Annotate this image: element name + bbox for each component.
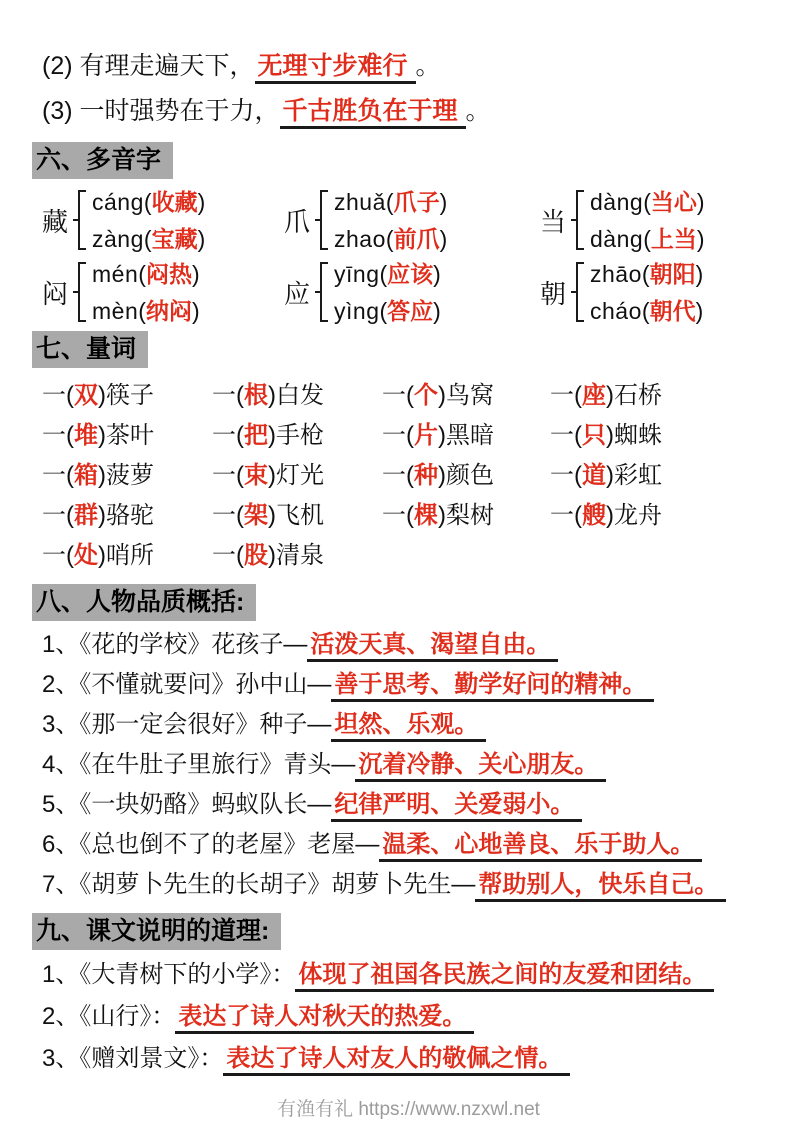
paren-open: ( [138, 297, 146, 324]
measure-word-item [550, 456, 775, 496]
pinyin: mèn [92, 297, 139, 324]
paren-close: ) [695, 297, 704, 324]
paren-open: ( [66, 382, 74, 409]
example-word: 爪子 [393, 188, 440, 215]
proverb-black-prefix: (2) 有理走遍天下， [42, 52, 255, 80]
noun: 蜘蛛 [614, 422, 662, 449]
pinyin: dàng [590, 188, 644, 215]
measure-word: 个 [414, 382, 438, 409]
paren-close: ) [439, 225, 448, 252]
polyphone-char: 朝 [540, 278, 567, 309]
paren-close: ) [98, 422, 106, 449]
paren-close: ) [268, 382, 276, 409]
paren-close: ) [268, 462, 276, 489]
measure-word-item [212, 456, 382, 496]
noun: 哨所 [106, 542, 154, 569]
example-word: 朝阳 [649, 260, 696, 287]
measure-word-item [212, 376, 382, 416]
character-traits-list [42, 625, 775, 905]
paren-close: ) [98, 542, 106, 569]
example-word: 闷热 [145, 260, 192, 287]
paren-open: ( [406, 382, 414, 409]
polyphone-grid [42, 189, 775, 323]
noun: 灯光 [276, 462, 324, 489]
one-prefix: 一 [42, 422, 66, 449]
noun: 龙舟 [614, 502, 662, 529]
paren-close: ) [606, 462, 614, 489]
brace-icon [73, 189, 87, 251]
noun: 白发 [276, 382, 324, 409]
trait-item [42, 705, 775, 745]
measure-word-item [550, 376, 775, 416]
polyphone-reading [590, 262, 703, 286]
paren-close: ) [695, 260, 704, 287]
example-word: 应该 [387, 260, 434, 287]
one-prefix: 一 [382, 422, 406, 449]
polyphone-reading [590, 227, 705, 251]
one-prefix: 一 [42, 502, 66, 529]
measure-word-item [212, 416, 382, 456]
trait-source: 6、《总也倒不了的老屋》老屋— [42, 831, 380, 858]
paren-close: ) [191, 297, 200, 324]
paren-open: ( [66, 462, 74, 489]
trait-answer: 纪律严明、关爱弱小。 [331, 791, 582, 822]
paren-open: ( [236, 542, 244, 569]
polyphone-reading [92, 227, 205, 251]
one-prefix: 一 [550, 422, 574, 449]
paren-close: ) [197, 188, 206, 215]
noun: 清泉 [276, 542, 324, 569]
paren-close: ) [696, 225, 705, 252]
paren-close: ) [606, 422, 614, 449]
measure-word-item [550, 416, 775, 456]
noun: 黑暗 [446, 422, 494, 449]
trait-item [42, 785, 775, 825]
paren-close: ) [197, 225, 206, 252]
brace-icon [571, 189, 585, 251]
lesson-answer: 体现了祖国各民族之间的友爱和团结。 [295, 961, 714, 992]
paren-close: ) [98, 382, 106, 409]
example-word: 前爪 [393, 225, 440, 252]
measure-word: 处 [74, 542, 98, 569]
example-word: 朝代 [649, 297, 696, 324]
measure-word-item [382, 456, 550, 496]
noun: 石桥 [614, 382, 662, 409]
brace-icon [315, 189, 329, 251]
measure-word-item [42, 376, 212, 416]
measure-word: 群 [74, 502, 98, 529]
paren-open: ( [143, 225, 152, 252]
polyphone-entry [42, 261, 284, 323]
trait-source: 3、《那一定会很好》种子— [42, 711, 332, 738]
brace-icon [73, 261, 87, 323]
pinyin: yìng [334, 297, 380, 324]
section-heading-text-lessons: 九、课文说明的道理: [32, 913, 281, 950]
trait-answer: 沉着冷静、关心朋友。 [355, 751, 606, 782]
one-prefix: 一 [212, 542, 236, 569]
paren-open: ( [138, 260, 146, 287]
trait-source: 4、《在牛肚子里旅行》青头— [42, 751, 356, 778]
pinyin: dàng [590, 225, 644, 252]
measure-word: 种 [414, 462, 438, 489]
paren-close: ) [268, 502, 276, 529]
section-heading-measure-words: 七、量词 [32, 331, 148, 368]
pinyin: cháo [590, 297, 642, 324]
measure-word-item [550, 496, 775, 536]
polyphone-reading [92, 190, 205, 214]
one-prefix: 一 [382, 462, 406, 489]
paren-open: ( [574, 502, 582, 529]
lesson-source: 2、《山行》： [42, 1003, 176, 1030]
paren-open: ( [236, 382, 244, 409]
proverb-line-2 [42, 44, 775, 89]
polyphone-reading [590, 190, 705, 214]
brace-icon [315, 261, 329, 323]
trait-source: 1、《花的学校》花孩子— [42, 631, 308, 658]
paren-close: ) [606, 502, 614, 529]
paren-open: ( [406, 422, 414, 449]
noun: 彩虹 [614, 462, 662, 489]
noun: 鸟窝 [446, 382, 494, 409]
measure-word: 艘 [582, 502, 606, 529]
pinyin: zhao [334, 225, 386, 252]
polyphone-char: 爪 [284, 206, 311, 237]
polyphone-readings [590, 190, 705, 251]
one-prefix: 一 [550, 462, 574, 489]
polyphone-char: 当 [540, 206, 567, 237]
paren-open: ( [641, 260, 650, 287]
trait-item [42, 865, 775, 905]
noun: 菠萝 [106, 462, 154, 489]
proverb-line-3 [42, 89, 775, 134]
lesson-item [42, 1038, 775, 1080]
lesson-answer: 表达了诗人对友人的敬佩之情。 [223, 1045, 570, 1076]
trait-source: 5、《一块奶酪》蚂蚁队长— [42, 791, 332, 818]
paren-close: ) [439, 188, 448, 215]
brace-icon [571, 261, 585, 323]
polyphone-entry [284, 261, 540, 323]
polyphone-readings [334, 262, 441, 323]
paren-close: ) [696, 188, 705, 215]
pinyin: zàng [92, 225, 144, 252]
trait-item [42, 625, 775, 665]
measure-word: 架 [244, 502, 268, 529]
pinyin: yīng [334, 260, 380, 287]
measure-word: 双 [74, 382, 98, 409]
paren-open: ( [643, 188, 651, 215]
paren-open: ( [643, 225, 651, 252]
noun: 飞机 [276, 502, 324, 529]
paren-open: ( [236, 422, 244, 449]
paren-open: ( [574, 462, 582, 489]
paren-close: ) [438, 462, 446, 489]
trait-answer: 温柔、心地善良、乐于助人。 [379, 831, 702, 862]
polyphone-reading [590, 299, 703, 323]
one-prefix: 一 [212, 462, 236, 489]
trait-item [42, 665, 775, 705]
measure-word-item [212, 496, 382, 536]
one-prefix: 一 [42, 462, 66, 489]
one-prefix: 一 [550, 382, 574, 409]
example-word: 答应 [387, 297, 434, 324]
polyphone-readings [92, 262, 200, 323]
measure-word: 把 [244, 422, 268, 449]
measure-word-item [382, 496, 550, 536]
paren-close: ) [268, 542, 276, 569]
paren-close: ) [191, 260, 200, 287]
section-heading-character-traits: 八、人物品质概括: [32, 584, 256, 621]
polyphone-reading [92, 262, 200, 286]
measure-word-item [42, 416, 212, 456]
paren-open: ( [385, 225, 394, 252]
polyphone-reading [334, 262, 441, 286]
polyphone-readings [334, 190, 447, 251]
measure-word-item [382, 376, 550, 416]
polyphone-entry [540, 189, 775, 251]
example-word: 上当 [650, 225, 697, 252]
measure-word-item [382, 416, 550, 456]
paren-open: ( [574, 422, 582, 449]
measure-word: 道 [582, 462, 606, 489]
one-prefix: 一 [212, 502, 236, 529]
paren-close: ) [438, 422, 446, 449]
paren-close: ) [98, 502, 106, 529]
paren-close: ) [438, 382, 446, 409]
pinyin: cáng [92, 188, 144, 215]
paren-close: ) [438, 502, 446, 529]
measure-word: 束 [244, 462, 268, 489]
example-word: 宝藏 [151, 225, 198, 252]
text-lessons-list [42, 954, 775, 1080]
one-prefix: 一 [212, 422, 236, 449]
one-prefix: 一 [42, 382, 66, 409]
example-word: 纳闷 [145, 297, 192, 324]
measure-word: 只 [582, 422, 606, 449]
trait-answer: 坦然、乐观。 [331, 711, 486, 742]
paren-close: ) [606, 382, 614, 409]
measure-word: 座 [582, 382, 606, 409]
proverb-black-suffix: 。 [415, 52, 441, 80]
paren-open: ( [574, 382, 582, 409]
paren-open: ( [406, 462, 414, 489]
noun: 梨树 [446, 502, 494, 529]
measure-word-grid [42, 376, 775, 576]
lesson-source: 3、《赠刘景文》： [42, 1045, 224, 1072]
one-prefix: 一 [550, 502, 574, 529]
paren-close: ) [433, 297, 441, 324]
one-prefix: 一 [42, 542, 66, 569]
paren-open: ( [66, 422, 74, 449]
paren-open: ( [143, 188, 152, 215]
lesson-item [42, 954, 775, 996]
trait-source: 2、《不懂就要问》孙中山— [42, 671, 332, 698]
paren-open: ( [66, 502, 74, 529]
polyphone-readings [590, 262, 703, 323]
noun: 颜色 [446, 462, 494, 489]
example-word: 当心 [650, 188, 697, 215]
footer-watermark: 有渔有礼 https://www.nzxwl.net [277, 1099, 540, 1120]
measure-word: 股 [244, 542, 268, 569]
polyphone-char: 藏 [42, 206, 69, 237]
noun: 茶叶 [106, 422, 154, 449]
paren-close: ) [98, 462, 106, 489]
trait-item [42, 825, 775, 865]
trait-answer: 活泼天真、渴望自由。 [307, 631, 558, 662]
lesson-source: 1、《大青树下的小学》： [42, 961, 296, 988]
polyphone-reading [334, 227, 447, 251]
measure-word-item [42, 536, 212, 576]
example-word: 收藏 [151, 188, 198, 215]
polyphone-reading [334, 299, 441, 323]
proverb-black-prefix: (3) 一时强势在于力， [42, 97, 280, 125]
paren-open: ( [385, 188, 394, 215]
pinyin: zhāo [590, 260, 642, 287]
measure-word: 根 [244, 382, 268, 409]
polyphone-reading [334, 190, 447, 214]
trait-source: 7、《胡萝卜先生的长胡子》胡萝卜先生— [42, 871, 476, 898]
polyphone-entry [540, 261, 775, 323]
one-prefix: 一 [212, 382, 236, 409]
polyphone-entry [284, 189, 540, 251]
proverb-answer: 千古胜负在于理 [280, 97, 466, 129]
pinyin: zhuǎ [334, 188, 386, 215]
paren-close: ) [268, 422, 276, 449]
one-prefix: 一 [382, 382, 406, 409]
measure-word-item [42, 496, 212, 536]
measure-word: 棵 [414, 502, 438, 529]
polyphone-entry [42, 189, 284, 251]
measure-word: 堆 [74, 422, 98, 449]
paren-open: ( [641, 297, 650, 324]
paren-open: ( [66, 542, 74, 569]
paren-open: ( [236, 502, 244, 529]
lesson-answer: 表达了诗人对秋天的热爱。 [175, 1003, 474, 1034]
noun: 手枪 [276, 422, 324, 449]
polyphone-char: 闷 [42, 278, 69, 309]
noun: 骆驼 [106, 502, 154, 529]
measure-word: 片 [414, 422, 438, 449]
paren-close: ) [433, 260, 441, 287]
measure-word-item [212, 536, 382, 576]
polyphone-readings [92, 190, 205, 251]
lesson-item [42, 996, 775, 1038]
measure-word-item [42, 456, 212, 496]
proverb-black-suffix: 。 [465, 97, 491, 125]
polyphone-reading [92, 299, 200, 323]
proverb-answer: 无理寸步难行 [255, 52, 416, 84]
polyphone-char: 应 [284, 278, 311, 309]
measure-word: 箱 [74, 462, 98, 489]
paren-open: ( [379, 260, 388, 287]
pinyin: mén [92, 260, 139, 287]
trait-item [42, 745, 775, 785]
trait-answer: 善于思考、勤学好问的精神。 [331, 671, 654, 702]
trait-answer: 帮助别人，快乐自己。 [475, 871, 726, 902]
paren-open: ( [406, 502, 414, 529]
section-heading-polyphones: 六、多音字 [32, 142, 173, 179]
noun: 筷子 [106, 382, 154, 409]
one-prefix: 一 [382, 502, 406, 529]
paren-open: ( [379, 297, 388, 324]
paren-open: ( [236, 462, 244, 489]
